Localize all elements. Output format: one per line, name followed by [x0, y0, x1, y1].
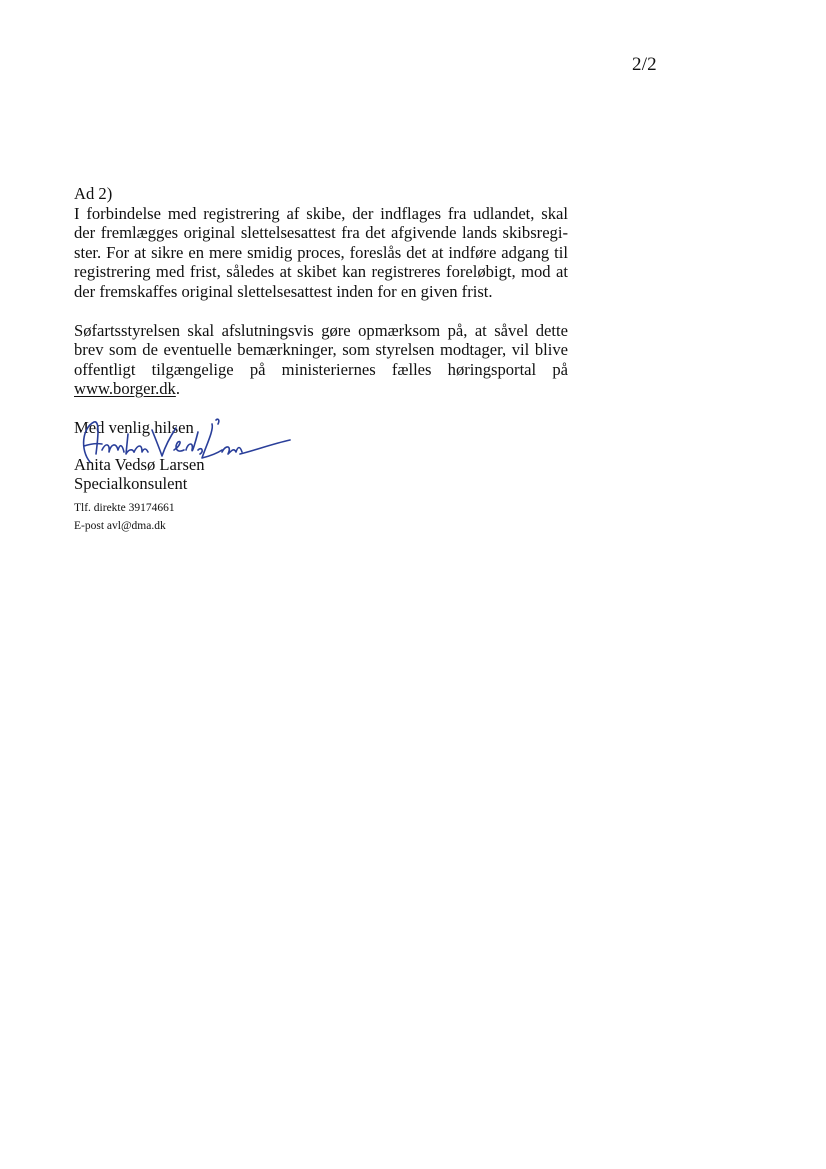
paragraph-line: ster. For at sikre en mere smidig proces, foreslås det at indføre adgang til: [74, 242, 568, 262]
greeting: Med venlig hilsen: [74, 418, 194, 437]
paragraph-registration: [74, 204, 568, 302]
paragraph-line: der fremskaffes original slettelsesattest inden for en given frist.: [74, 281, 493, 301]
email-line: E-post avl@dma.dk: [74, 520, 166, 532]
paragraph-line: I forbindelse med registrering af skibe, der indflages fra udlandet, skal: [74, 203, 568, 223]
borger-link[interactable]: www.borger.dk: [74, 379, 176, 399]
paragraph-publication: [74, 321, 568, 399]
contact-block: [74, 499, 175, 535]
phone-line: Tlf. direkte 39174661: [74, 502, 175, 514]
signer-name: Anita Vedsø Larsen: [74, 454, 205, 474]
section-heading: Ad 2): [74, 184, 113, 203]
closing-block: [74, 418, 374, 494]
signer-title: Specialkonsulent: [74, 474, 188, 494]
link-suffix: .: [175, 379, 181, 399]
paragraph-line: der fremlægges original slettelsesattest fra det afgivende lands skibsregi-: [74, 223, 568, 243]
page-number: 2/2: [632, 54, 657, 75]
letter-body: [74, 184, 568, 399]
paragraph-line: offentligt tilgængelige på ministeriernes fælles høringsportal på: [74, 359, 568, 379]
paragraph-line: registrering med frist, således at skibet kan registreres foreløbigt, mod at: [74, 262, 568, 282]
paragraph-line: brev som de eventuelle bemærkninger, som styrelsen modtager, vil blive: [74, 340, 568, 360]
paragraph-line-link: [74, 379, 568, 399]
paragraph-line: Søfartsstyrelsen skal afslutningsvis gøre opmærksom på, at såvel dette: [74, 320, 568, 340]
